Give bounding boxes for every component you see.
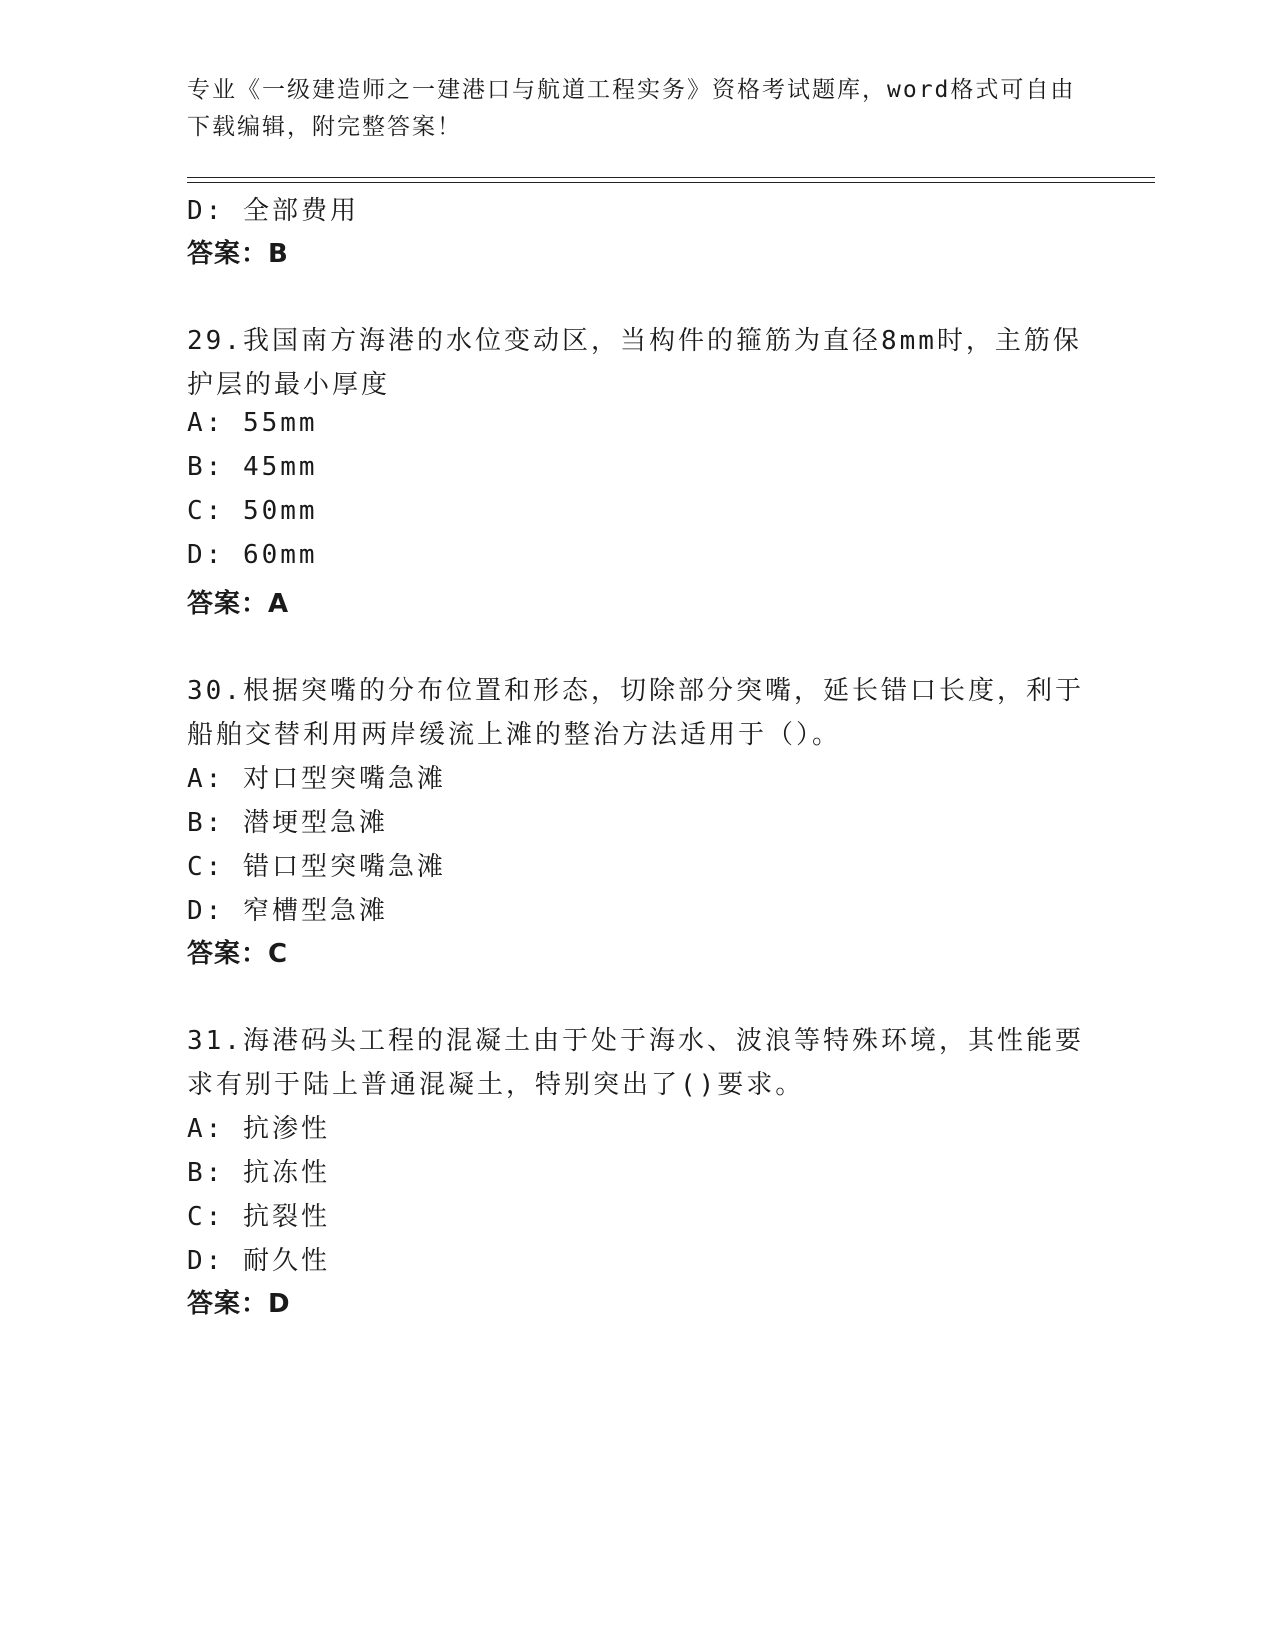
q31-answer: 答案：D — [187, 1289, 291, 1319]
q31-option-b: B: 抗冻性 — [187, 1158, 330, 1188]
q28-answer: 答案：B — [187, 239, 289, 269]
q29-stem-line-2: 护层的最小厚度 — [187, 370, 391, 400]
q29-option-b: B: 45mm — [187, 452, 318, 482]
q30-stem-line-2: 船舶交替利用两岸缓流上滩的整治方法适用于（）。 — [187, 720, 842, 750]
header-line-1: 专业《一级建造师之一建港口与航道工程实务》资格考试题库，word格式可自由 — [187, 77, 1076, 103]
q30-option-a: A: 对口型突嘴急滩 — [187, 764, 446, 794]
q31-stem-line-1: 31.海港码头工程的混凝土由于处于海水、波浪等特殊环境，其性能要 — [187, 1026, 1084, 1056]
q28-option-d: D: 全部费用 — [187, 196, 359, 226]
q29-option-a: A: 55mm — [187, 408, 318, 438]
q29-stem-line-1: 29.我国南方海港的水位变动区，当构件的箍筋为直径8mm时，主筋保 — [187, 326, 1082, 356]
q30-stem-line-1: 30.根据突嘴的分布位置和形态，切除部分突嘴，延长错口长度，利于 — [187, 676, 1084, 706]
q31-option-a: A: 抗渗性 — [187, 1114, 330, 1144]
q31-option-d: D: 耐久性 — [187, 1246, 330, 1276]
q29-option-d: D: 60mm — [187, 540, 318, 570]
q31-option-c: C: 抗裂性 — [187, 1202, 330, 1232]
header-line-2: 下载编辑，附完整答案！ — [187, 114, 462, 140]
q30-option-d: D: 窄槽型急滩 — [187, 896, 388, 926]
q31-stem-line-2: 求有别于陆上普通混凝土，特别突出了()要求。 — [187, 1070, 805, 1100]
q30-option-c: C: 错口型突嘴急滩 — [187, 852, 446, 882]
header-divider-top — [187, 177, 1155, 178]
q29-answer: 答案：A — [187, 589, 290, 619]
q29-option-c: C: 50mm — [187, 496, 318, 526]
q30-answer: 答案：C — [187, 939, 289, 969]
q30-option-b: B: 潜埂型急滩 — [187, 808, 388, 838]
document-header — [187, 72, 1087, 146]
header-divider-bottom — [187, 182, 1155, 183]
